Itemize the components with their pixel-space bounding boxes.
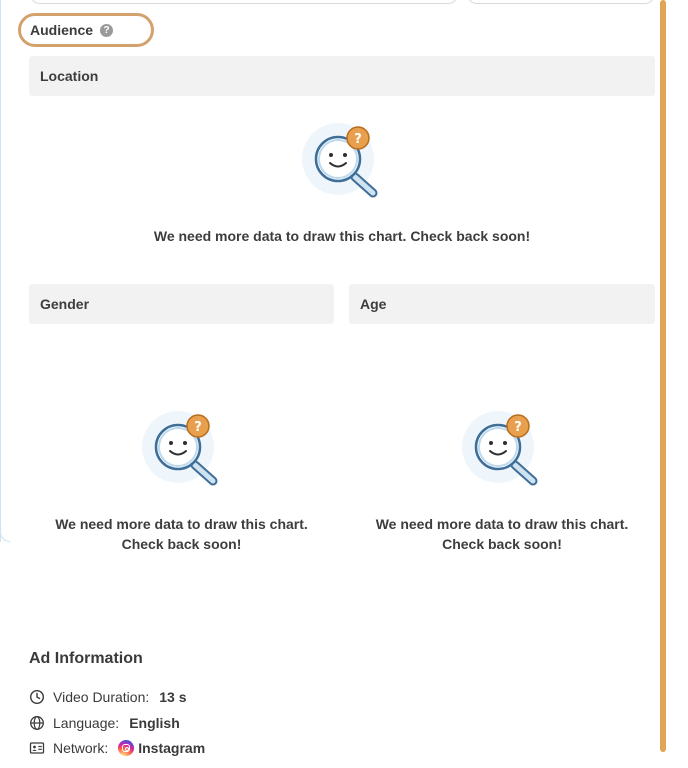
network-label: Network: <box>53 740 109 756</box>
video-duration-label: Video Duration: <box>53 689 150 705</box>
id-card-icon <box>29 740 45 756</box>
globe-icon <box>29 715 45 731</box>
magnifier-empty-state-icon <box>462 410 542 490</box>
video-duration-row <box>29 688 187 706</box>
location-title: Location <box>40 68 99 84</box>
clock-icon <box>29 689 45 705</box>
magnifier-empty-state-icon <box>142 410 222 490</box>
svg-text:?: ? <box>514 420 522 435</box>
gender-message-line2: Check back soon! <box>121 536 242 552</box>
instagram-icon <box>118 740 134 756</box>
audience-section-label[interactable] <box>18 13 154 47</box>
video-duration-value: 13 s <box>159 689 187 705</box>
age-panel-header <box>349 284 655 324</box>
scrollbar-thumb[interactable] <box>660 0 666 752</box>
age-message-line2: Check back soon! <box>442 536 562 552</box>
language-value: English <box>129 715 180 731</box>
container-corner <box>0 528 10 542</box>
location-panel-header <box>29 56 655 96</box>
top-field-right <box>467 0 655 4</box>
container-left-border <box>0 0 1 542</box>
age-message-line1: We need more data to draw this chart. <box>375 516 629 532</box>
gender-panel-header <box>29 284 334 324</box>
gender-message-line1: We need more data to draw this chart. <box>55 516 308 532</box>
gender-empty-message <box>29 514 334 554</box>
help-icon[interactable]: ? <box>100 24 113 37</box>
audience-label: Audience <box>30 22 94 38</box>
location-empty-message: We need more data to draw this chart. Check back soon! <box>153 228 531 244</box>
age-empty-message <box>349 514 655 554</box>
svg-text:?: ? <box>354 132 362 147</box>
gender-title: Gender <box>40 296 90 312</box>
svg-text:?: ? <box>194 420 202 435</box>
network-value: Instagram <box>138 740 206 756</box>
age-title: Age <box>360 296 387 312</box>
top-field-left <box>30 0 458 4</box>
language-label: Language: <box>53 715 120 731</box>
ad-information-title: Ad Information <box>29 650 143 667</box>
network-row <box>29 739 205 757</box>
language-row <box>29 714 180 732</box>
magnifier-empty-state-icon <box>302 122 382 202</box>
